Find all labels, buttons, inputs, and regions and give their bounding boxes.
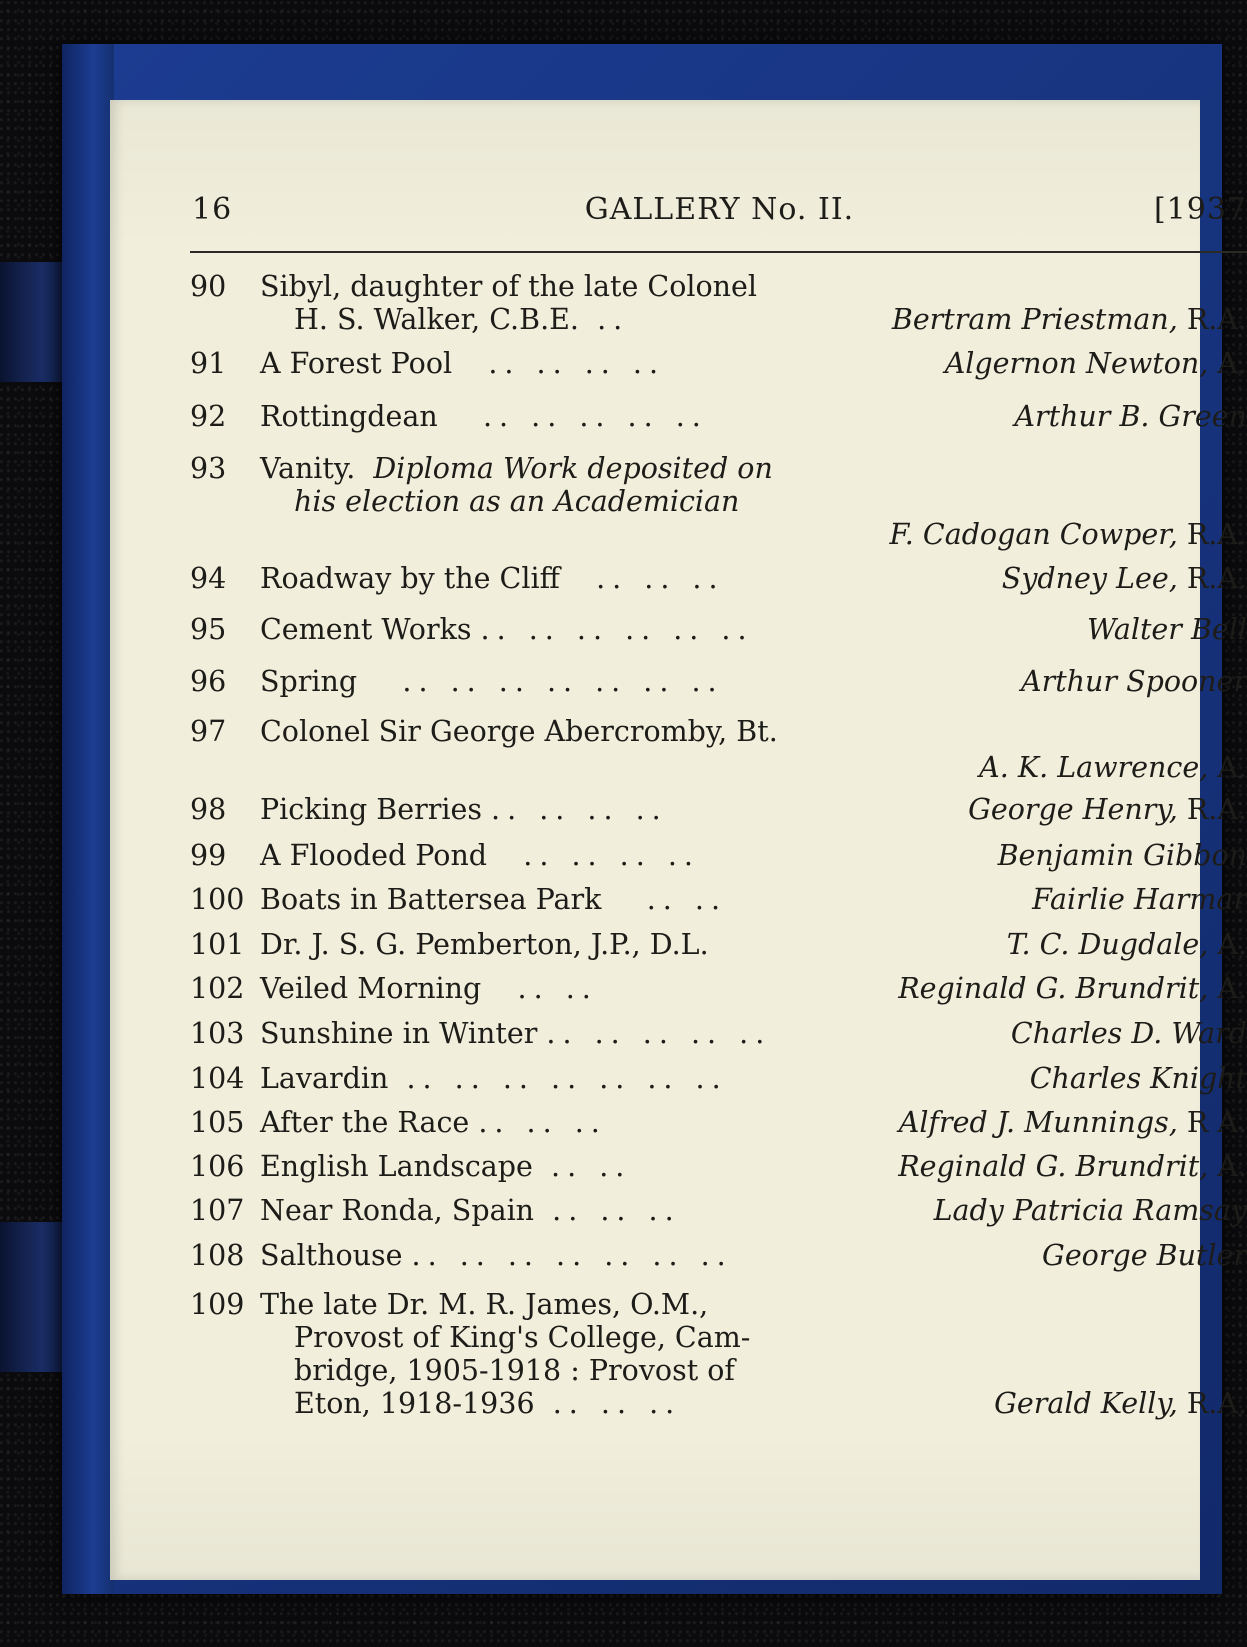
entry-title: Spring .. .. .. .. .. .. ..	[260, 665, 724, 698]
entry-title: After the Race .. .. ..	[260, 1106, 607, 1139]
entry-title: Colonel Sir George Abercromby, Bt.	[260, 715, 778, 748]
artist-name: Bertram Priestman, R.A.	[891, 303, 1247, 336]
entry-number: 103	[190, 1017, 245, 1050]
entry-number: 107	[190, 1194, 245, 1227]
artist-name: F. Cadogan Cowper, R.A.	[889, 518, 1247, 551]
book-strap-bottom	[0, 1222, 70, 1372]
artist-name: Sydney Lee, R.A.	[1001, 562, 1247, 595]
gallery-title: GALLERY No. II.	[584, 192, 855, 227]
catalogue-entry	[190, 613, 1247, 646]
book-strap-top	[0, 262, 70, 382]
catalogue-entry	[190, 1062, 1247, 1095]
entry-title-continued: Eton, 1918-1936 .. .. ..	[294, 1387, 682, 1420]
entry-number: 109	[190, 1288, 245, 1321]
artist-name: Lady Patricia Ramsay	[933, 1194, 1247, 1227]
artist-honour: A.	[1217, 347, 1247, 380]
entry-title: Salthouse .. .. .. .. .. .. ..	[260, 1239, 733, 1272]
catalogue-entry	[190, 1150, 1247, 1183]
leader-dots: .. .. .. ..	[523, 839, 700, 872]
page-number: 16	[192, 192, 233, 227]
entry-title: Picking Berries .. .. .. ..	[260, 793, 668, 826]
leader-dots: .. .. ..	[478, 1106, 607, 1139]
entry-number: 104	[190, 1062, 245, 1095]
leader-dots: .. .. .. .. .. .. ..	[406, 1062, 728, 1095]
catalogue-entry	[190, 928, 1247, 961]
catalogue-entry	[190, 347, 1247, 380]
entry-title: Veiled Morning .. ..	[260, 972, 598, 1005]
entry-title: Sunshine in Winter .. .. .. .. ..	[260, 1017, 772, 1050]
leader-dots: ..	[597, 303, 630, 336]
catalogue-entry	[190, 839, 1247, 872]
artist-honour: R.A.	[1186, 518, 1247, 551]
catalogue-entry	[190, 270, 1247, 336]
entry-number: 92	[190, 400, 227, 433]
leader-dots: .. .. .. .. ..	[483, 400, 708, 433]
leader-dots: .. .. .. ..	[491, 793, 668, 826]
artist-name: Benjamin Gibbon	[997, 839, 1247, 872]
artist-name: Gerald Kelly, R.A.	[994, 1387, 1247, 1420]
catalogue-entry	[190, 665, 1247, 698]
entry-title: A Flooded Pond .. .. .. ..	[260, 839, 700, 872]
leader-dots: .. .. .. .. .. ..	[480, 613, 754, 646]
leader-dots: .. .. ..	[552, 1194, 681, 1227]
catalogue-entry	[190, 972, 1247, 1005]
artist-honour: R A.	[1186, 1106, 1247, 1139]
artist-honour: R.A.	[1186, 1387, 1247, 1420]
entry-title-continued: H. S. Walker, C.B.E. ..	[294, 303, 630, 336]
artist-honour: R.A.	[1186, 793, 1247, 826]
entry-title: Boats in Battersea Park .. ..	[260, 883, 728, 916]
artist-name: Charles D. Ward	[1010, 1017, 1247, 1050]
entry-number: 108	[190, 1239, 245, 1272]
entry-title: English Landscape .. ..	[260, 1150, 632, 1183]
leader-dots: .. ..	[646, 883, 728, 916]
entry-number: 95	[190, 613, 227, 646]
artist-honour: A.	[1217, 1150, 1247, 1183]
running-head	[192, 192, 1247, 232]
catalogue-entry	[190, 1288, 1247, 1420]
entry-title-continued: Provost of King's College, Cam-	[294, 1321, 751, 1354]
artist-name: George Butler	[1042, 1239, 1247, 1272]
leader-dots: .. .. ..	[596, 562, 725, 595]
entry-number: 100	[190, 883, 245, 916]
entry-title: A Forest Pool .. .. .. ..	[260, 347, 666, 380]
catalogue-entry	[190, 400, 1247, 433]
entry-number: 97	[190, 715, 227, 748]
artist-name: Algernon Newton, A.	[944, 347, 1247, 380]
entry-title: Rottingdean .. .. .. .. ..	[260, 400, 708, 433]
leader-dots: .. .. .. ..	[488, 347, 666, 380]
artist-name: Reginald G. Brundrit, A.	[898, 972, 1247, 1005]
entry-title: Cement Works .. .. .. .. .. ..	[260, 613, 754, 646]
catalogue-entry	[190, 715, 1247, 784]
catalogue-page	[110, 100, 1247, 1580]
entry-note: Diploma Work deposited on	[373, 452, 773, 485]
artist-honour: R.A.	[1186, 562, 1247, 595]
leader-dots: .. .. .. .. .. .. ..	[402, 665, 724, 698]
entry-number: 98	[190, 793, 227, 826]
entry-number: 101	[190, 928, 245, 961]
leader-dots: .. .. .. .. ..	[546, 1017, 772, 1050]
catalogue-entry	[190, 1194, 1247, 1227]
artist-name: A. K. Lawrence, A.	[979, 751, 1247, 784]
catalogue-entry	[190, 452, 1247, 551]
leader-dots: .. ..	[551, 1150, 632, 1183]
entry-number: 94	[190, 562, 227, 595]
entry-number: 106	[190, 1150, 245, 1183]
entry-number: 91	[190, 347, 227, 380]
catalogue-year: [1937	[1153, 192, 1247, 227]
entry-number: 96	[190, 665, 227, 698]
leader-dots: .. ..	[517, 972, 598, 1005]
entry-number: 105	[190, 1106, 245, 1139]
entry-title: The late Dr. M. R. James, O.M.,	[260, 1288, 709, 1321]
entry-title: Vanity. Diploma Work deposited on	[260, 452, 773, 485]
leader-dots: .. .. .. .. .. .. ..	[411, 1239, 733, 1272]
artist-name: Charles Knight	[1029, 1062, 1247, 1095]
entry-number: 90	[190, 270, 227, 303]
artist-name: Fairlie Harmar	[1032, 883, 1247, 916]
artist-honour: R.A.	[1186, 303, 1247, 336]
catalogue-entry	[190, 883, 1247, 916]
artist-name: George Henry, R.A.	[968, 793, 1247, 826]
entry-number: 93	[190, 452, 227, 485]
entry-title: Near Ronda, Spain .. .. ..	[260, 1194, 681, 1227]
catalogue-entry	[190, 1017, 1247, 1050]
artist-name: Arthur Spooner	[1021, 665, 1247, 698]
leader-dots: .. .. ..	[552, 1387, 682, 1420]
entry-title: Roadway by the Cliff .. .. ..	[260, 562, 725, 595]
entry-title-continued: bridge, 1905-1918 : Provost of	[294, 1354, 735, 1387]
catalogue-entry	[190, 562, 1247, 595]
entry-note-continued: his election as an Academician	[294, 485, 740, 518]
header-rule	[190, 251, 1247, 253]
entry-number: 99	[190, 839, 227, 872]
artist-honour: A.	[1217, 972, 1247, 1005]
catalogue-entry	[190, 793, 1247, 826]
artist-name: T. C. Dugdale, A.	[1006, 928, 1247, 961]
artist-name: Reginald G. Brundrit, A.	[898, 1150, 1247, 1183]
artist-honour: A.	[1217, 751, 1247, 784]
artist-name: Alfred J. Munnings, R A.	[898, 1106, 1247, 1139]
entry-title: Sibyl, daughter of the late Colonel	[260, 270, 757, 303]
book-cover-edge	[62, 44, 114, 1594]
catalogue-entry	[190, 1106, 1247, 1139]
artist-name: Walter Bell	[1087, 613, 1247, 646]
artist-name: Arthur B. Green	[1014, 400, 1247, 433]
entry-number: 102	[190, 972, 245, 1005]
artist-honour: A.	[1217, 928, 1247, 961]
catalogue-entry	[190, 1239, 1247, 1272]
entry-title: Dr. J. S. G. Pemberton, J.P., D.L.	[260, 928, 709, 961]
entry-title: Lavardin .. .. .. .. .. .. ..	[260, 1062, 728, 1095]
